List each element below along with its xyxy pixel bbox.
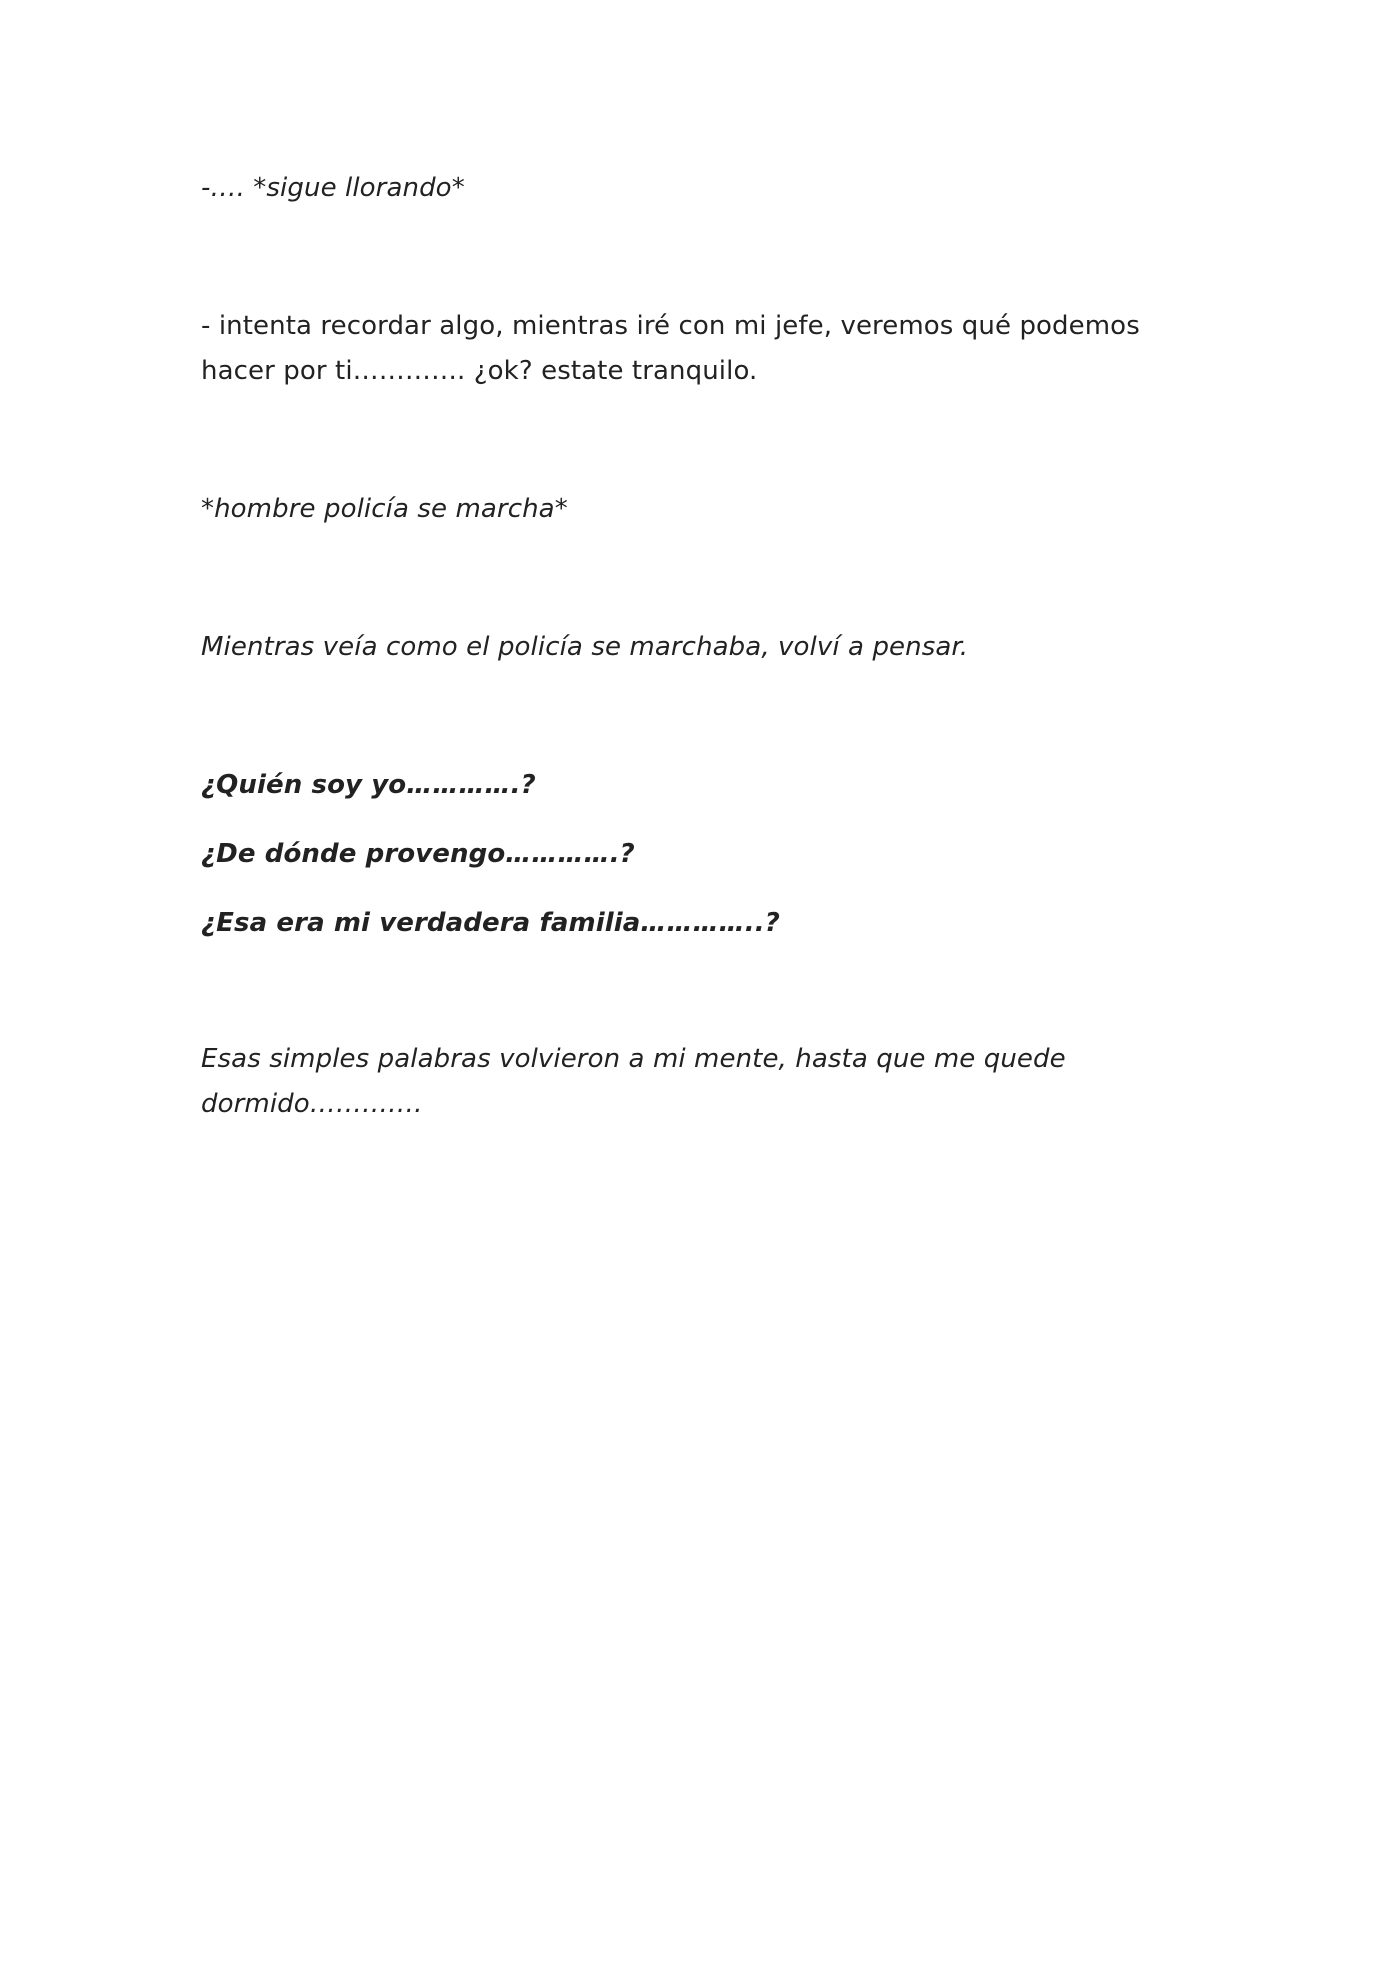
paragraph-hombre-policia: *hombre policía se marcha*	[201, 494, 568, 524]
paragraph-intenta-recordar-line-1: - intenta recordar algo, mientras iré con mi jefe, veremos qué podemos	[201, 311, 1140, 341]
paragraph-esas-simples-line-2: dormido………….	[201, 1089, 423, 1119]
question-de-donde: ¿De dónde provengo………….?	[201, 839, 635, 869]
paragraph-mientras-veia: Mientras veía como el policía se marchaba, volví a pensar.	[201, 632, 969, 662]
question-verdadera-familia: ¿Esa era mi verdadera familia…………..?	[201, 908, 780, 938]
paragraph-esas-simples-line-1: Esas simples palabras volvieron a mi mente, hasta que me quede	[201, 1044, 1066, 1074]
paragraph-sigue-llorando: -…. *sigue llorando*	[201, 173, 465, 203]
paragraph-intenta-recordar-line-2: hacer por ti…………. ¿ok? estate tranquilo.	[201, 356, 758, 386]
question-quien-soy: ¿Quién soy yo………….?	[201, 770, 536, 800]
